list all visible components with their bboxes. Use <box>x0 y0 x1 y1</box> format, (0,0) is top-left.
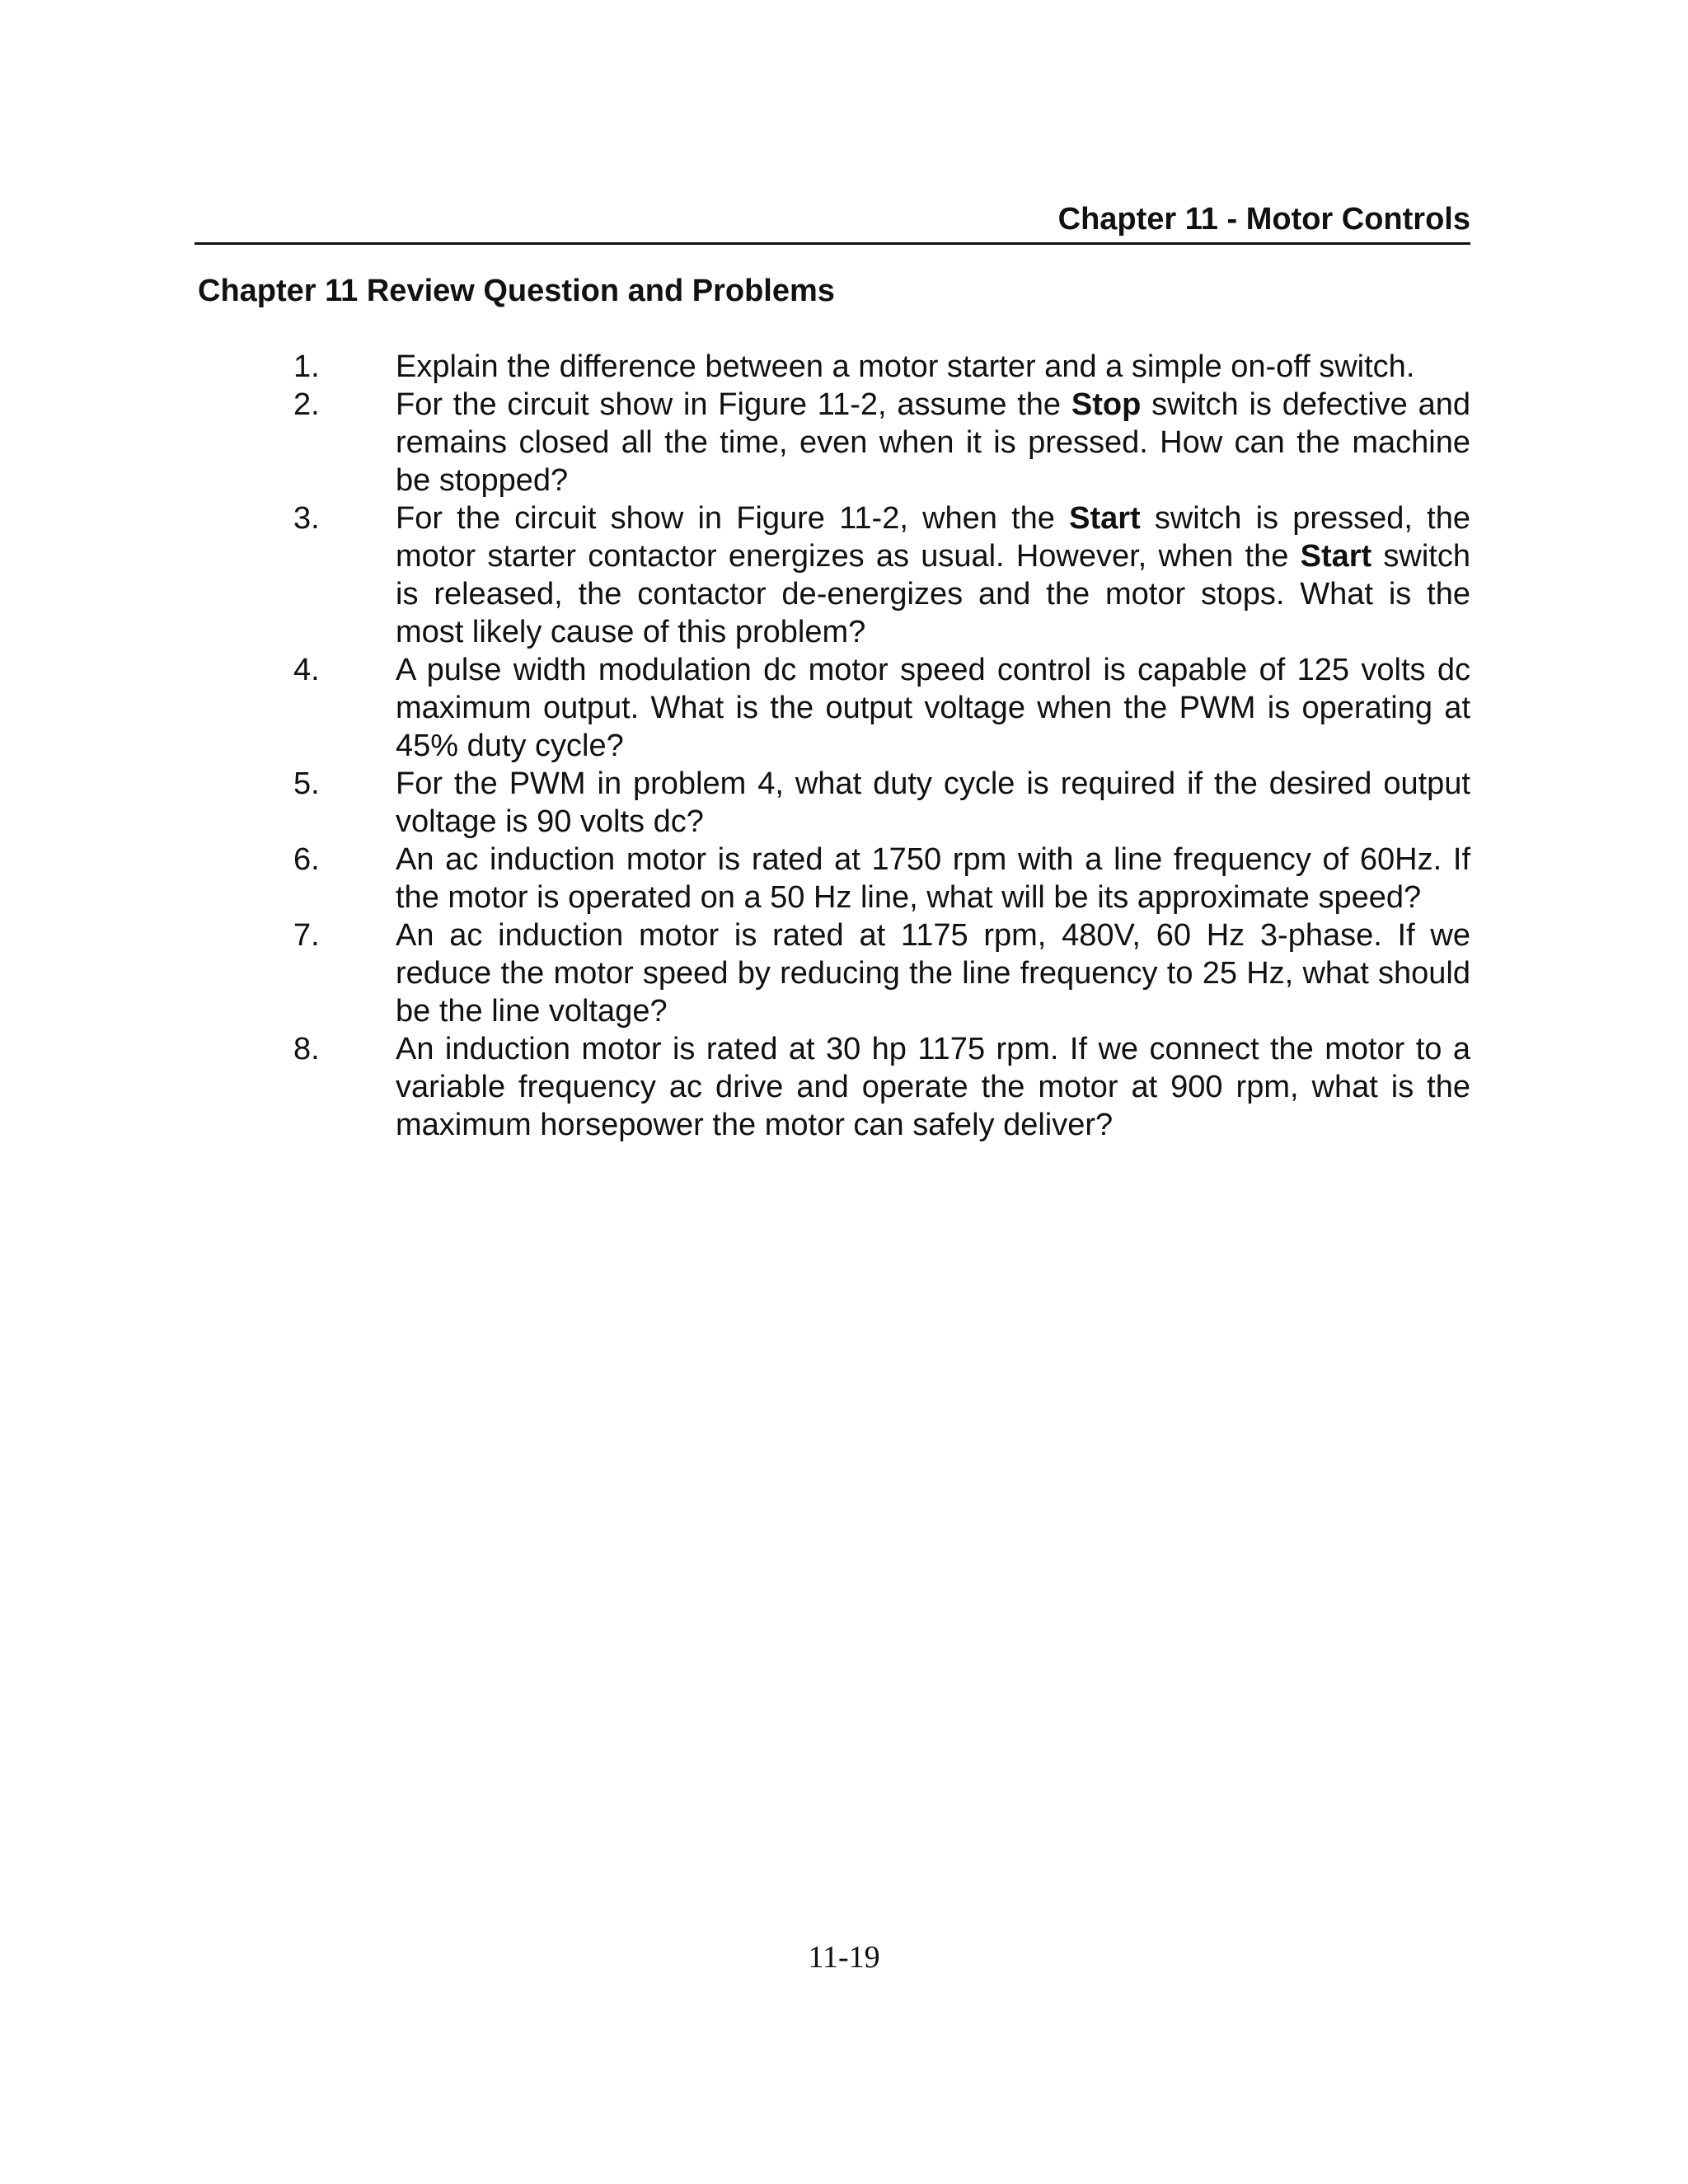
problem-number: 4. <box>293 653 320 687</box>
problem-number: 8. <box>293 1032 320 1066</box>
text-run: For the circuit show in Figure 11-2, when the <box>396 501 1070 536</box>
problem-text <box>396 348 1470 386</box>
problem-list <box>0 348 1688 1144</box>
problem-item <box>0 1030 1688 1144</box>
text-run: For the PWM in problem 4, what duty cycle is required if the desired output voltage is 90 volts dc? <box>396 766 1470 839</box>
text-run: An ac induction motor is rated at 1175 rpm, 480V, 60 Hz 3-phase. If we reduce the motor speed by reducing the line frequency to 25 Hz, what should be the line voltage? <box>396 918 1470 1029</box>
problem-item <box>0 765 1688 841</box>
running-header: Chapter 11 - Motor Controls <box>195 196 1470 245</box>
problem-text <box>396 386 1470 499</box>
text-run: An induction motor is rated at 30 hp 1175 rpm. If we connect the motor to a variable frequency ac drive and operate the motor at 900 rpm, what is the maximum horsepower the motor can safely deliver? <box>396 1032 1470 1142</box>
bold-term: Stop <box>1071 387 1142 422</box>
problem-number: 2. <box>293 387 320 422</box>
problem-item <box>0 348 1688 386</box>
problem-text <box>396 499 1470 651</box>
problem-number: 5. <box>293 766 320 801</box>
problem-text <box>396 916 1470 1030</box>
text-run: An ac induction motor is rated at 1750 rpm with a line frequency of 60Hz. If the motor is operated on a 50 Hz line, what will be its approximate speed? <box>396 842 1470 915</box>
problem-text <box>396 1030 1470 1144</box>
problem-number: 1. <box>293 349 320 384</box>
problem-text <box>396 765 1470 841</box>
problem-number: 7. <box>293 918 320 953</box>
problem-number: 3. <box>293 501 320 536</box>
section-title: Chapter 11 Review Question and Problems <box>198 274 835 308</box>
text-run: switch is released, the contactor de-energizes and the motor stops. What is the most likely cause of this problem? <box>396 539 1470 649</box>
bold-term: Start <box>1300 539 1372 574</box>
text-run: Explain the difference between a motor starter and a simple on-off switch. <box>396 349 1415 384</box>
bold-term: Start <box>1069 501 1141 536</box>
text-run: For the circuit show in Figure 11-2, assume the <box>396 387 1071 422</box>
problem-item <box>0 916 1688 1030</box>
text-run: switch is pressed, the motor starter contactor energizes as usual. However, when the <box>396 501 1470 574</box>
problem-item <box>0 499 1688 651</box>
problem-number: 6. <box>293 842 320 877</box>
problem-item <box>0 841 1688 916</box>
problem-text <box>396 841 1470 916</box>
page-number: 11-19 <box>808 1940 880 1975</box>
problem-text <box>396 651 1470 765</box>
problem-item <box>0 386 1688 499</box>
text-run: A pulse width modulation dc motor speed control is capable of 125 volts dc maximum output. What is the output voltage when the PWM is operating at 45% duty cycle? <box>396 653 1470 763</box>
problem-item <box>0 651 1688 765</box>
text-run: switch is defective and remains closed all the time, even when it is pressed. How can the machine be stopped? <box>396 387 1470 498</box>
